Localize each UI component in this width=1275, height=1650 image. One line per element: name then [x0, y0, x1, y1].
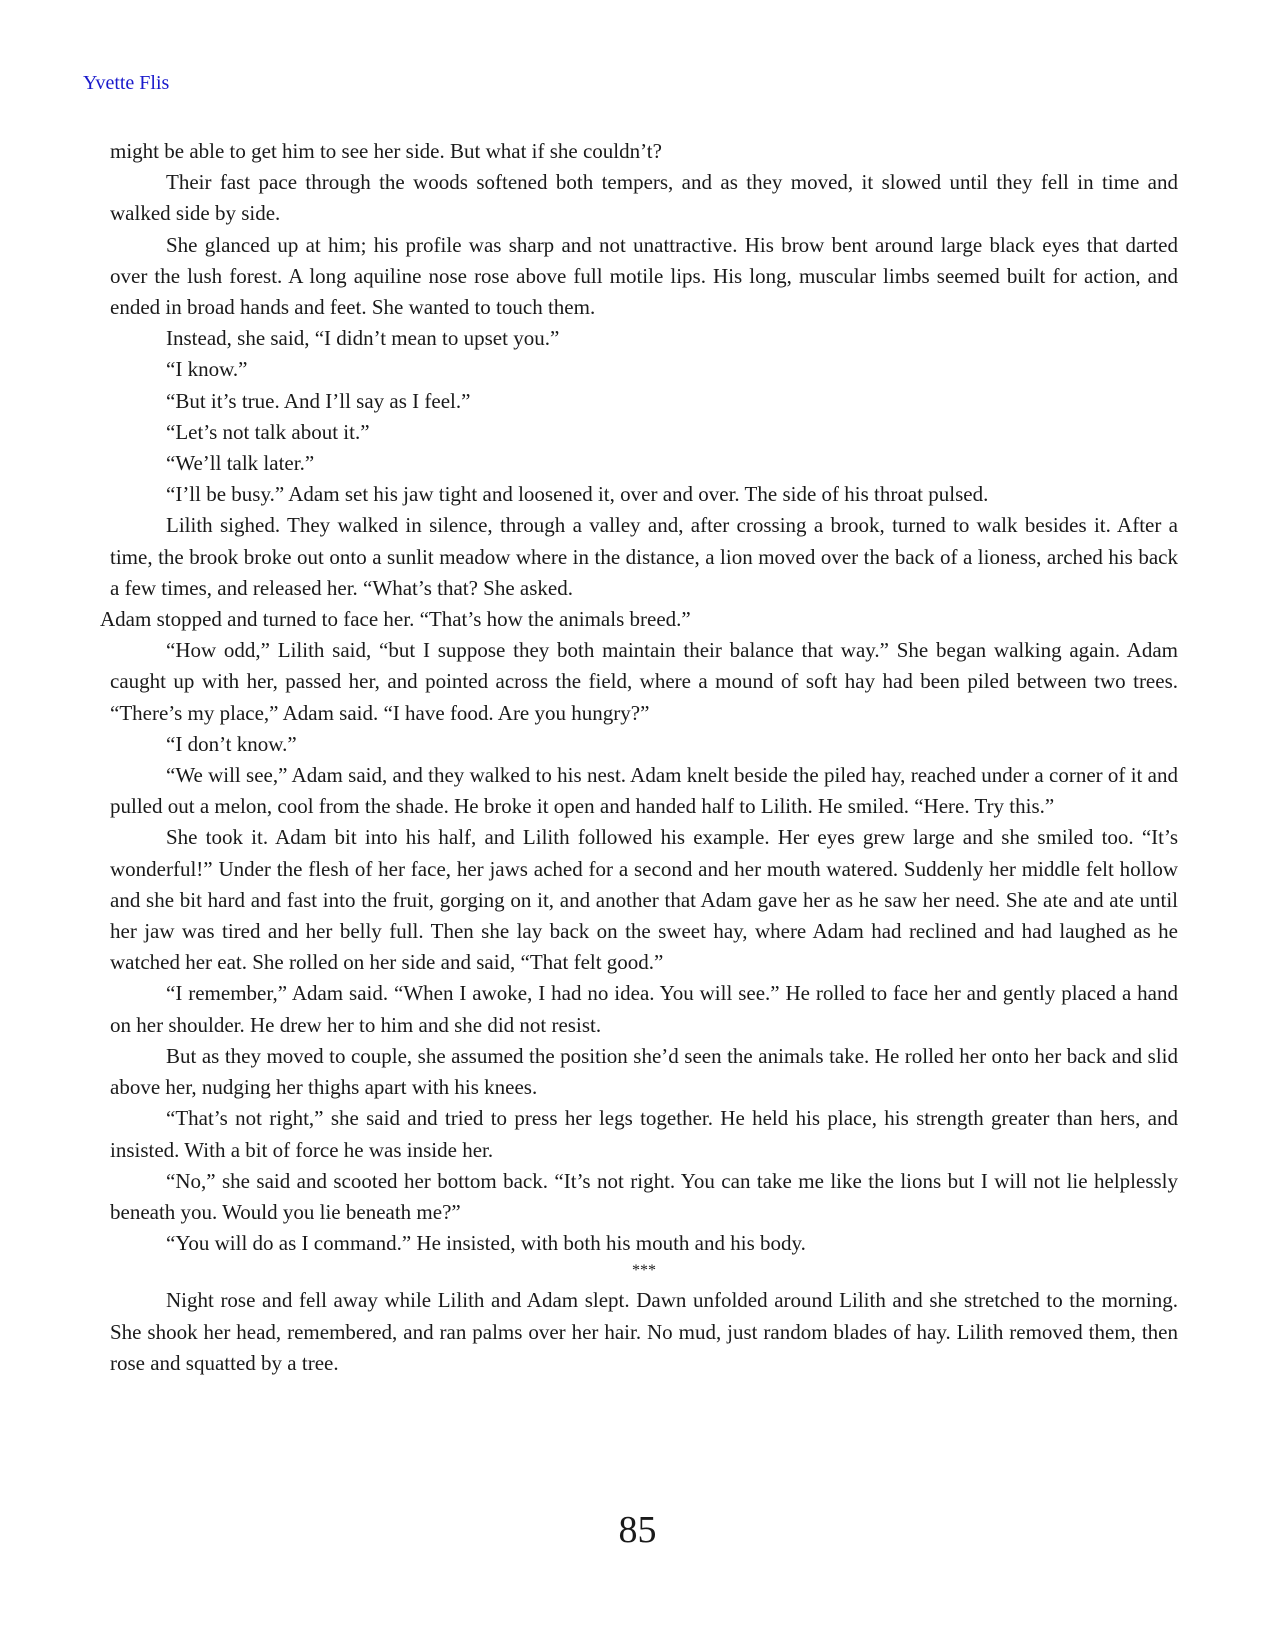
paragraph: Night rose and fell away while Lilith and Adam slept. Dawn unfolded around Lilith and she stretched to the morning. She shook her head, remembered, and ran palms over her hair. No mud, just random blades of hay. Lilith removed them, then rose and squatted by a tree. — [110, 1288, 1178, 1375]
paragraph: But as they moved to couple, she assumed the position she’d seen the animals take. He rolled her onto her back and slid above her, nudging her thighs apart with his knees. — [110, 1043, 1178, 1100]
paragraph: “We’ll talk later.” — [166, 451, 315, 476]
paragraph: “I know.” — [166, 357, 248, 382]
paragraph: Lilith sighed. They walked in silence, through a valley and, after crossing a brook, turned to walk besides it. After a time, the brook broke out onto a sunlit meadow where in the distance, a lion moved over the back of a lioness, arched his back a few times, and released her. “What’s that? She asked. — [110, 513, 1178, 600]
paragraph: She took it. Adam bit into his half, and Lilith followed his example. Her eyes grew large and she smiled too. “It’s wonderful!” Under the flesh of her face, her jaws ached for a second and her mouth watered. Suddenly her middle felt hollow and she bit hard and fast into the fruit, gorging on it, and another that Adam gave her as he saw her need. She ate and ate until her jaw was tired and her belly full. Then she lay back on the sweet hay, where Adam had reclined and had laughed as he watched her eat. She rolled on her side and said, “That felt good.” — [110, 825, 1178, 975]
page-number: 85 — [618, 1509, 657, 1551]
page-body — [100, 136, 1178, 1379]
paragraph: “I don’t know.” — [166, 731, 297, 756]
paragraph: Instead, she said, “I didn’t mean to upset you.” — [166, 326, 560, 351]
paragraph: She glanced up at him; his profile was sharp and not unattractive. His brow bent around large black eyes that darted over the lush forest. A long aquiline nose rose above full motile lips. His long, muscular limbs seemed built for action, and ended in broad hands and feet. She wanted to touch them. — [110, 232, 1178, 320]
paragraph: Adam stopped and turned to face her. “That’s how the animals breed.” — [100, 607, 691, 632]
paragraph: Their fast pace through the woods softened both tempers, and as they moved, it slowed until they fell in time and walked side by side. — [110, 170, 1178, 226]
paragraph: “Let’s not talk about it.” — [166, 419, 370, 444]
paragraph: “I remember,” Adam said. “When I awoke, I had no idea. You will see.” He rolled to face her and gently placed a hand on her shoulder. He drew her to him and she did not resist. — [110, 981, 1178, 1037]
paragraph: “How odd,” Lilith said, “but I suppose they both maintain their balance that way.” She began walking again. Adam caught up with her, passed her, and pointed across the field, where a mound of soft hay had been piled between two trees. “There’s my place,” Adam said. “I have food. Are you hungry?” — [110, 638, 1178, 725]
paragraph: “But it’s true. And I’ll say as I feel.” — [166, 388, 471, 413]
paragraph: “That’s not right,” she said and tried to press her legs together. He held his place, his strength greater than hers, and insisted. With a bit of force he was inside her. — [110, 1106, 1178, 1162]
paragraph: “No,” she said and scooted her bottom back. “It’s not right. You can take me like the lions but I will not lie helplessly beneath you. Would you lie beneath me?” — [110, 1168, 1178, 1224]
paragraph: “I’ll be busy.” Adam set his jaw tight and loosened it, over and over. The side of his throat pulsed. — [166, 482, 989, 507]
paragraph: “You will do as I command.” He insisted, with both his mouth and his body. — [166, 1231, 806, 1256]
paragraph: might be able to get him to see her side. But what if she couldn’t? — [110, 139, 662, 163]
running-header-author: Yvette Flis — [83, 72, 170, 94]
scene-break: *** — [632, 1262, 656, 1280]
paragraph: “We will see,” Adam said, and they walked to his nest. Adam knelt beside the piled hay, reached under a corner of it and pulled out a melon, cool from the shade. He broke it open and handed half to Lilith. He smiled. “Here. Try this.” — [110, 763, 1178, 819]
